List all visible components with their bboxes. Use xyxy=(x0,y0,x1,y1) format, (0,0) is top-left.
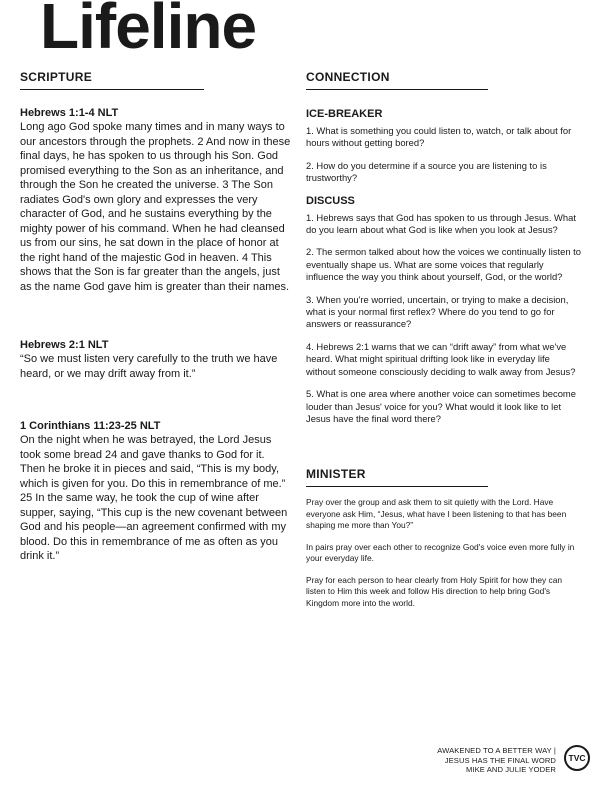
discuss-question: 5. What is one area where another voice can sometimes become louder than Jesus' voice for you? What would it look like to let Jesus have the final word there? xyxy=(306,388,576,424)
minister-item: Pray over the group and ask them to sit quietly with the Lord. Have everyone ask Him, “Jesus, what have I been listening to that has been shaping me more than You?” xyxy=(306,497,567,531)
discuss-question: 1. Hebrews says that God has spoken to us through Jesus. What do you learn about what God is like when you look at Jesus? xyxy=(306,211,576,236)
sermon-title: JESUS HAS THE FINAL WORD xyxy=(444,755,556,765)
icebreaker-question: 2. How do you determine if a source you are listening to is trustworthy? xyxy=(306,159,547,184)
passage-reference: Hebrews 1:1-4 NLT xyxy=(20,107,119,119)
discuss-question: 4. Hebrews 2:1 warns that we can “drift away” from what we've heard. What might spiritual drifting look like in everyday life without someone consciously deciding to walk away from Jesus? xyxy=(306,340,576,377)
connection-heading: CONNECTION xyxy=(306,70,390,84)
series-title: AWAKENED TO A BETTER WAY | xyxy=(437,746,556,755)
scripture-heading: SCRIPTURE xyxy=(20,70,93,84)
icebreaker-question: 1. What is something you could listen to, watch, or talk about for hours without getting bored? xyxy=(306,125,572,149)
passage-hebrews-1 xyxy=(20,106,292,294)
passage-reference: 1 Corinthians 11:23-25 NLT xyxy=(20,420,161,432)
passage-1-corinthians xyxy=(20,419,292,564)
connection-divider xyxy=(306,89,488,90)
passage-hebrews-2 xyxy=(20,338,292,381)
discuss-question: 3. When you're worried, uncertain, or trying to make a decision, what is your normal first reflex? Where do you tend to go for answers or reassurance? xyxy=(306,293,569,330)
passage-reference: Hebrews 2:1 NLT xyxy=(20,339,109,351)
page-title: Lifeline xyxy=(40,0,257,62)
discuss-question: 2. The sermon talked about how the voices we continually listen to eventually shape us. What are some voices that regularly influence the way you think about yourself, God, or the world? xyxy=(306,246,581,283)
connection-column xyxy=(306,70,582,619)
tvc-logo: TVC xyxy=(564,745,590,771)
speaker-names: MIKE AND JULIE YODER xyxy=(465,765,556,775)
minister-item: In pairs pray over each other to recognize God's voice even more fully in your everyday life. xyxy=(306,541,575,564)
icebreaker-heading: ICE-BREAKER xyxy=(306,108,383,120)
passage-text: On the night when he was betrayed, the Lord Jesus took some bread 24 and gave thanks to God for it. Then he broke it in pieces and said, “This is my body, which is given for you. Do this in remembrance of me.” 25 In the same way, he took the cup of wine after supper, saying, “This cup is the new covenant between God and his people—an agreement confirmed with my blood. Do this in remembrance of me as often as you drink it.” xyxy=(20,434,288,562)
discuss-heading: DISCUSS xyxy=(306,194,355,207)
minister-divider xyxy=(306,486,488,487)
scripture-column xyxy=(20,70,292,564)
minister-item: Pray for each person to hear clearly from Holy Spirit for how they can listen to Him this week and follow His direction to help bring God's Kingdom more into the world. xyxy=(306,574,563,608)
scripture-divider xyxy=(20,89,204,90)
passage-text: Long ago God spoke many times and in many ways to our ancestors through the prophets. 2 And now in these final days, he has spoken to us through his Son. God promised everything to the Son as an inheritance, and through the Son he created the universe. 3 The Son radiates God's own glory and expresses the very character of God, and he sustains everything by the mighty power of his command. When he had cleansed us from our sins, he sat down in the place of honor at the right hand of the majestic God in heaven. 4 This shows that the Son is far greater than the angels, just as the name God gave him is greater than their names. xyxy=(20,121,291,293)
passage-text: “So we must listen very carefully to the truth we have heard, or we may drift away from it.” xyxy=(20,353,278,380)
minister-heading: MINISTER xyxy=(306,467,366,482)
sermon-credit xyxy=(437,746,556,775)
